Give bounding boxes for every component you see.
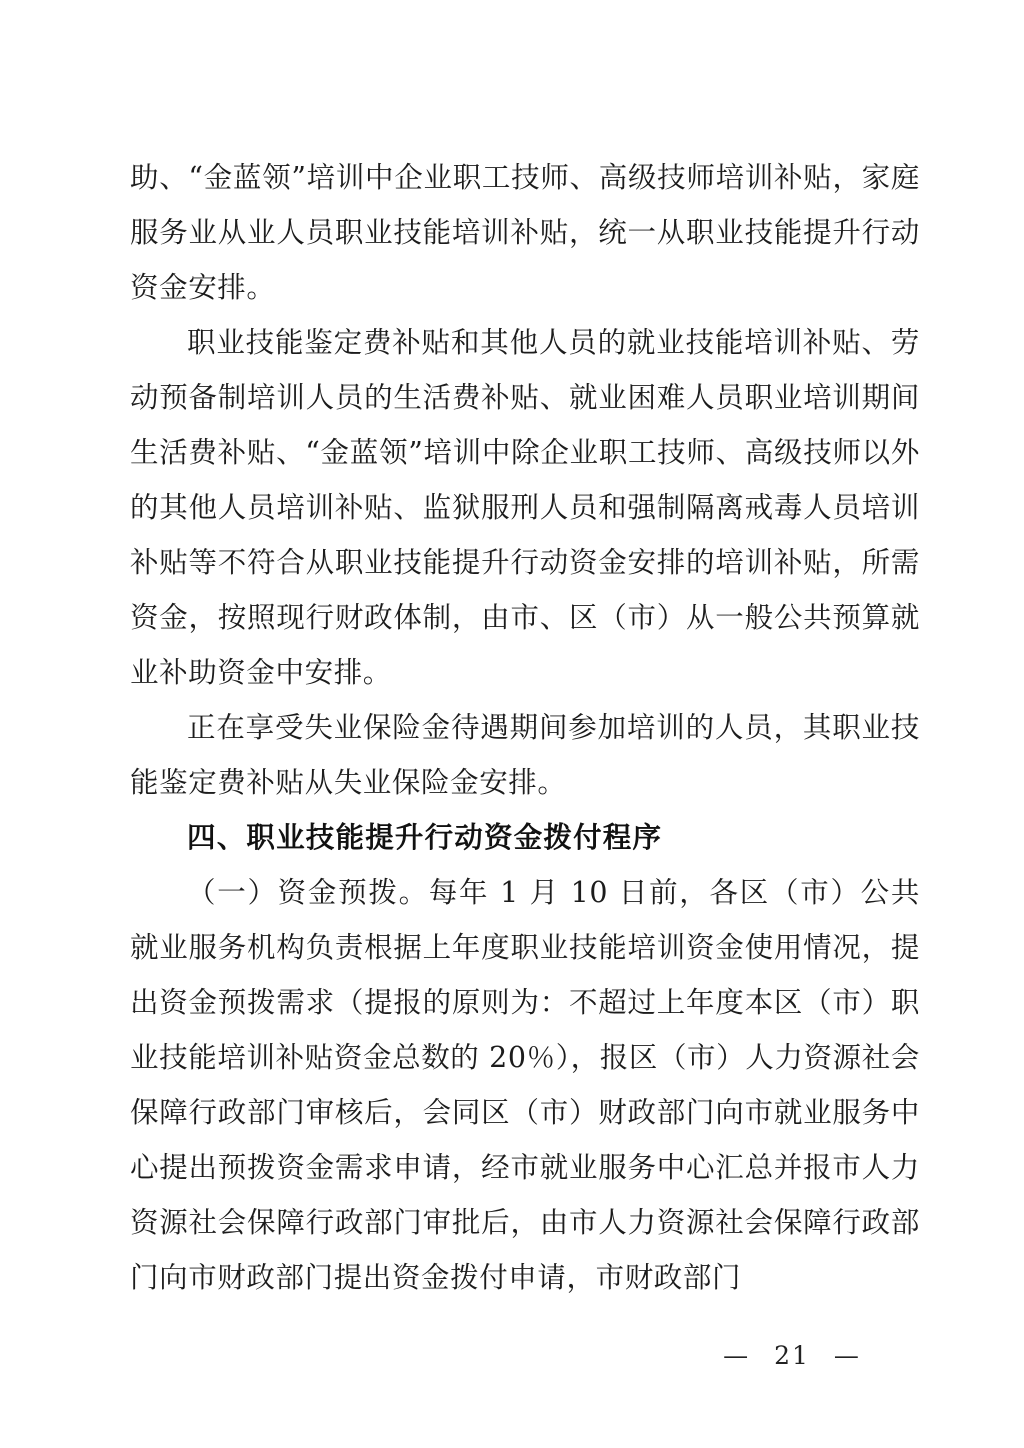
- paragraph-continuation: 助、“金蓝领”培训中企业职工技师、高级技师培训补贴，家庭服务业从业人员职业技能培训补贴，统一从职业技能提升行动资金安排。: [130, 161, 920, 304]
- page-footer: [0, 1341, 1024, 1370]
- paragraph-advance-funding: （一）资金预拨。每年 1 月 10 日前，各区（市）公共就业服务机构负责根据上年度职业技能培训资金使用情况，提出资金预拨需求（提报的原则为：不超过上年度本区（市）职业技能培训补贴资金总数的 20％），报区（市）人力资源社会保障行政部门审核后，会同区（市）财政部门向市就业服务中心提出预拨资金需求申请，经市就业服务中心汇总并报市人力资源社会保障行政部门审批后，由市人力资源社会保障行政部门向市财政部门提出资金拨付申请，市财政部门: [130, 876, 920, 1294]
- section-heading-four: 四、职业技能提升行动资金拨付程序: [187, 821, 663, 854]
- paragraph-unemployment-insurance: 正在享受失业保险金待遇期间参加培训的人员，其职业技能鉴定费补贴从失业保险金安排。: [130, 711, 920, 799]
- page-number: 21: [774, 1341, 810, 1370]
- paragraph-other-subsidies: 职业技能鉴定费补贴和其他人员的就业技能培训补贴、劳动预备制培训人员的生活费补贴、就业困难人员职业培训期间生活费补贴、“金蓝领”培训中除企业职工技师、高级技师以外的其他人员培训补贴、监狱服刑人员和强制隔离戒毒人员培训补贴等不符合从职业技能提升行动资金安排的培训补贴，所需资金，按照现行财政体制，由市、区（市）从一般公共预算就业补助资金中安排。: [130, 326, 920, 689]
- footer-dash-right: —: [833, 1341, 861, 1370]
- document-body: [130, 150, 920, 1305]
- footer-dash-left: —: [723, 1341, 751, 1370]
- page-footer-inner: [723, 1341, 861, 1370]
